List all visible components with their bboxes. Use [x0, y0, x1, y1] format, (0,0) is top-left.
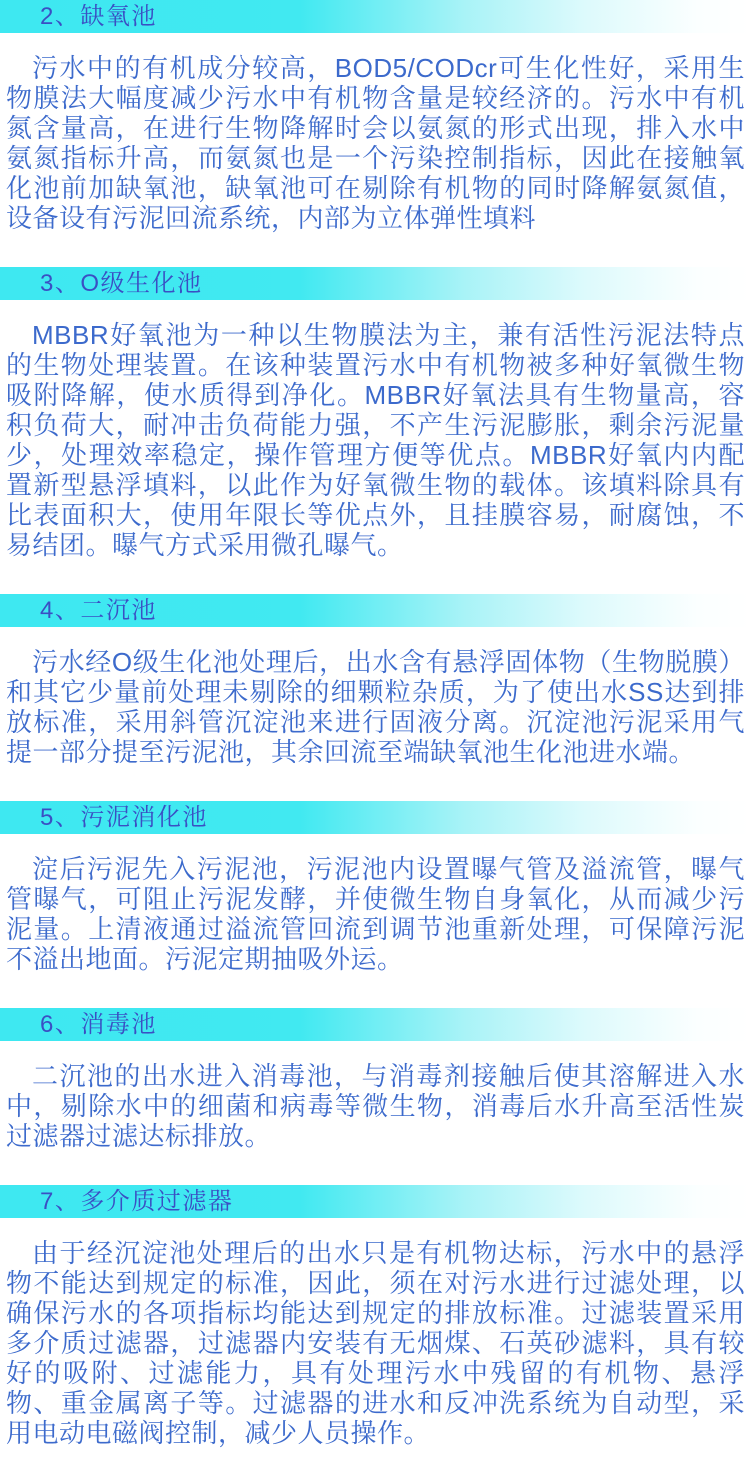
section-sludge-digestion-tank — [0, 801, 750, 974]
section-anoxic-tank — [0, 0, 750, 233]
section-paragraph: 淀后污泥先入污泥池，污泥池内设置曝气管及溢流管，曝气管曝气，可阻止污泥发酵，并使微生物自身氧化，从而减少污泥量。上清液通过溢流管回流到调节池重新处理，可保障污泥不溢出地面。污泥定期抽吸外运。 — [6, 854, 745, 974]
section-title: 3、O级生化池 — [40, 270, 203, 297]
section-title: 7、多介质过滤器 — [40, 1188, 234, 1215]
section-paragraph: 污水经O级生化池处理后，出水含有悬浮固体物（生物脱膜）和其它少量前处理未剔除的细颗粒杂质，为了使出水SS达到排放标准，采用斜管沉淀池来进行固液分离。沉淀池污泥采用气提一部分提至污泥池，其余回流至端缺氧池生化池进水端。 — [6, 647, 745, 767]
section-header-band — [0, 0, 750, 33]
section-header-band — [0, 801, 750, 834]
section-title: 2、缺氧池 — [40, 3, 157, 30]
section-paragraph: MBBR好氧池为一种以生物膜法为主，兼有活性污泥法特点的生物处理装置。在该种装置污水中有机物被多种好氧微生物吸附降解，使水质得到净化。MBBR好氧法具有生物量高，容积负荷大，耐冲击负荷能力强，不产生污泥膨胀，剩余污泥量少，处理效率稳定，操作管理方便等优点。MBBR好氧内内配置新型悬浮填料，以此作为好氧微生物的载体。该填料除具有比表面积大，使用年限长等优点外，且挂膜容易，耐腐蚀，不易结团。曝气方式采用微孔曝气。 — [6, 320, 745, 560]
section-paragraph: 二沉池的出水进入消毒池，与消毒剂接触后使其溶解进入水中，剔除水中的细菌和病毒等微生物，消毒后水升高至活性炭过滤器过滤达标排放。 — [6, 1061, 745, 1151]
section-disinfection-tank — [0, 1008, 750, 1151]
section-paragraph: 污水中的有机成分较高，BOD5/CODcr可生化性好，采用生物膜法大幅度减少污水中有机物含量是较经济的。污水中有机氮含量高，在进行生物降解时会以氨氮的形式出现，排入水中氨氮指标升高，而氨氮也是一个污染控制指标，因此在接触氧化池前加缺氧池，缺氧池可在剔除有机物的同时降解氨氮值，设备设有污泥回流系统，内部为立体弹性填料 — [6, 53, 745, 233]
section-secondary-sedimentation-tank — [0, 594, 750, 767]
section-multi-media-filter — [0, 1185, 750, 1448]
section-o-level-biochemical-tank — [0, 267, 750, 560]
section-header-band — [0, 267, 750, 300]
section-header-band — [0, 1185, 750, 1218]
section-paragraph: 由于经沉淀池处理后的出水只是有机物达标，污水中的悬浮物不能达到规定的标准，因此，须在对污水进行过滤处理，以确保污水的各项指标均能达到规定的排放标准。过滤装置采用多介质过滤器，过滤器内安装有无烟煤、石英砂滤料，具有较好的吸附、过滤能力，具有处理污水中残留的有机物、悬浮物、重金属离子等。过滤器的进水和反冲洗系统为自动型，采用电动电磁阀控制，减少人员操作。 — [6, 1238, 745, 1448]
section-title: 5、污泥消化池 — [40, 804, 208, 831]
section-title: 4、二沉池 — [40, 597, 157, 624]
section-header-band — [0, 1008, 750, 1041]
section-header-band — [0, 594, 750, 627]
section-title: 6、消毒池 — [40, 1011, 157, 1038]
